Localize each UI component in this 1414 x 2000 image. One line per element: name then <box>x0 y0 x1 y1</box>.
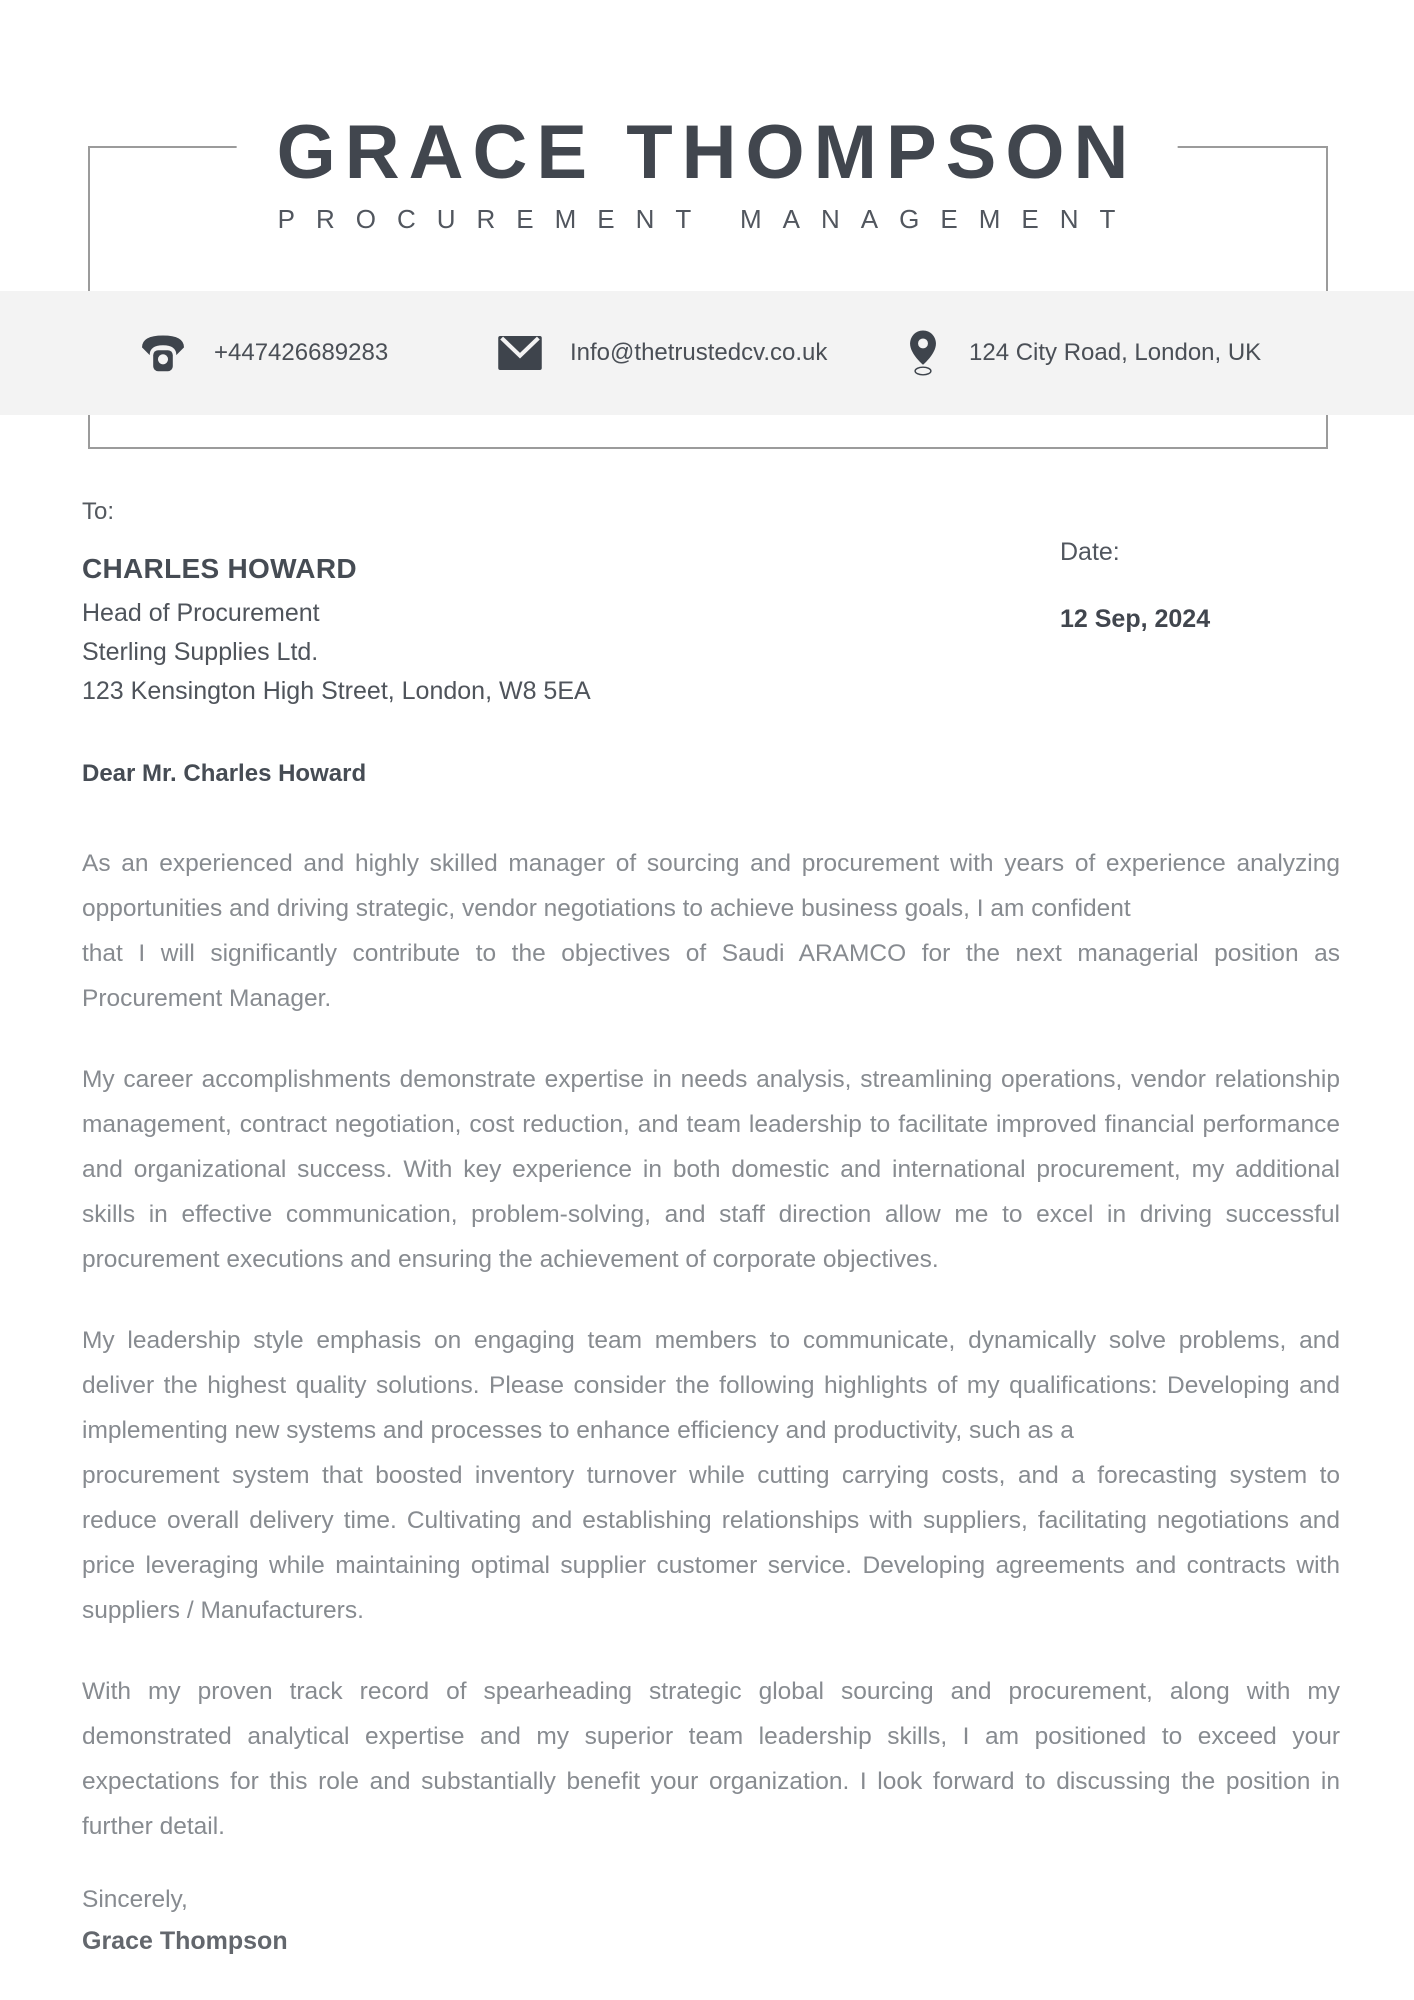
letter-paragraph-3 <box>82 1318 1340 1633</box>
recipient-address: 123 Kensington High Street, London, W8 5EA <box>82 677 591 705</box>
to-label: To: <box>82 498 115 525</box>
date-value: 12 Sep, 2024 <box>1060 605 1211 633</box>
letterhead <box>237 110 1178 245</box>
recipient-name: CHARLES HOWARD <box>82 553 357 584</box>
map-pin-icon <box>905 329 941 377</box>
letter-paragraph-4: With my proven track record of spearheading strategic global sourcing and procurement, along with my demonstrated analytical expertise and my superior team leadership skills, I am positioned to exceed your expectations for this role and substantially benefit your organization. I look forward to discussing the position in further detail. <box>82 1678 1340 1840</box>
letterhead-tagline: PROCUREMENT MANAGEMENT <box>277 204 1137 234</box>
closing: Sincerely, <box>82 1886 188 1913</box>
phone-icon <box>140 332 186 374</box>
signature: Grace Thompson <box>82 1927 288 1955</box>
letter-paragraph-2: My career accomplishments demonstrate expertise in needs analysis, streamlining operations, vendor relationship management, contract negotiation, cost reduction, and team leadership to facilitate improved financial performance and organizational success. With key experience in both domestic and international procurement, my additional skills in effective communication, problem-solving, and staff direction allow me to excel in driving successful procurement executions and ensuring the achievement of corporate objectives. <box>82 1066 1340 1273</box>
phone-contact <box>140 291 388 415</box>
letter-paragraph-1 <box>82 841 1340 1021</box>
paragraph-1-segment-2: that I will significantly contribute to the objectives of Saudi ARAMCO for the next managerial position as Procurement Manager. <box>82 940 1340 1012</box>
phone-number: +447426689283 <box>214 339 389 366</box>
greeting: Dear Mr. Charles Howard <box>82 760 367 787</box>
page-title: GRACE THOMPSON <box>276 110 1138 195</box>
date-label: Date: <box>1060 538 1120 566</box>
paragraph-3-segment-2: procurement system that boosted inventory turnover while cutting carrying costs, and a forecasting system to reduce overall delivery time. Cultivating and establishing relationships with suppliers, facilitating negotiations and price leveraging while maintaining optimal supplier customer service. Developing agreements and contracts with suppliers / Manufacturers. <box>82 1462 1340 1624</box>
email-address: Info@thetrustedcv.co.uk <box>570 339 828 366</box>
paragraph-1-segment-1: As an experienced and highly skilled manager of sourcing and procurement with years of experience analyzing opportunities and driving strategic, vendor negotiations to achieve business goals, I am confident <box>82 850 1340 922</box>
contact-band <box>0 291 1414 415</box>
envelope-icon <box>498 336 542 370</box>
address-contact <box>905 291 1261 415</box>
email-contact <box>498 291 827 415</box>
postal-address: 124 City Road, London, UK <box>969 339 1262 366</box>
paragraph-3-segment-1: My leadership style emphasis on engaging team members to communicate, dynamically solve problems, and deliver the highest quality solutions. Please consider the following highlights of my qualifications: Developing and implementing new systems and processes to enhance efficiency and productivity, such as a <box>82 1327 1340 1444</box>
recipient-details <box>82 594 1340 711</box>
recipient-company: Sterling Supplies Ltd. <box>82 638 319 666</box>
letter-body <box>82 498 1340 1957</box>
recipient-job-title: Head of Procurement <box>82 599 320 627</box>
